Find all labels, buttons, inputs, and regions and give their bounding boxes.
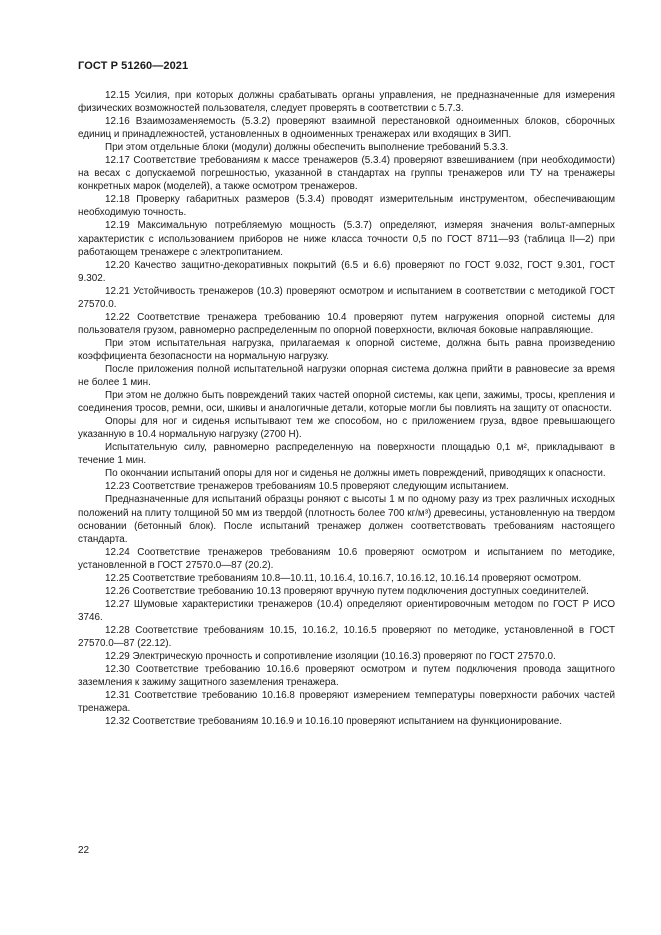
paragraph: 12.30 Соответствие требованию 10.16.6 проверяют осмотром и путем подключения провода защитного заземления к зажиму защитного заземления тренажера. — [78, 664, 615, 689]
paragraph: 12.18 Проверку габаритных размеров (5.3.4) проводят измерительным инструментом, обеспечивающим необходимую точность. — [78, 194, 615, 219]
paragraph: 12.32 Соответствие требованиям 10.16.9 и 10.16.10 проверяют испытанием на функционирование. — [105, 716, 563, 728]
paragraph: 12.28 Соответствие требованиям 10.15, 10.16.2, 10.16.5 проверяют по методике, установленной в ГОСТ 27570.0—87 (22.12). — [78, 624, 615, 649]
paragraph: 12.21 Устойчивость тренажеров (10.3) проверяют осмотром и испытанием в соответствии с методикой ГОСТ 27570.0. — [78, 285, 615, 310]
paragraph: По окончании испытаний опоры для ног и сиденья не должны иметь повреждений, приводящих к опасности. — [105, 468, 606, 480]
page-number: 22 — [78, 845, 90, 856]
paragraph: 12.22 Соответствие тренажера требованию 10.4 проверяют путем нагружения опорной системы для пользователя грузом, равномерно распределенным по опорной поверхности, включая боковые направляющие. — [78, 311, 615, 336]
paragraph: 12.15 Усилия, при которых должны срабатывать органы управления, не предназначенные для измерения физических возможностей пользователя, следует проверять в соответствии с 5.7.3. — [78, 90, 615, 115]
standard-header: ГОСТ Р 51260—2021 — [78, 60, 189, 72]
paragraph: 12.26 Соответствие требованию 10.13 проверяют вручную путем подключения доступных соединителей. — [105, 585, 589, 597]
paragraph: Испытательную силу, равномерно распределенную на поверхности площадью 0,1 м², прикладывают в течение 1 мин. — [78, 442, 615, 467]
paragraph: 12.20 Качество защитно-декоративных покрытий (6.5 и 6.6) проверяют по ГОСТ 9.032, ГОСТ 9.301, ГОСТ 9.302. — [78, 259, 615, 284]
paragraph: После приложения полной испытательной нагрузки опорная система должна прийти в равновесие за время не более 1 мин. — [78, 363, 615, 389]
paragraph: При этом отдельные блоки (модули) должны обеспечить выполнение требований 5.3.3. — [105, 142, 509, 154]
paragraph: 12.25 Соответствие требованиям 10.8—10.11, 10.16.4, 10.16.7, 10.16.12, 10.16.14 проверяют осмотром. — [105, 572, 582, 584]
paragraph: 12.16 Взаимозаменяемость (5.3.2) проверяют взаимной перестановкой одноименных блоков, сборочных единиц и принадлежностей, установленных в одноименных тренажерах или входящих в ЗИП. — [78, 116, 615, 141]
paragraph: При этом не должно быть повреждений таких частей опорной системы, как цепи, зажимы, тросы, крепления и соединения тросов, ремни, оси, шкивы и аналогичные детали, которые могли бы повлиять на защиту от опасности. — [78, 390, 615, 415]
document-body — [78, 89, 615, 728]
paragraph: Предназначенные для испытаний образцы роняют с высоты 1 м по одному разу из трех различных исходных положений на плиту толщиной 50 мм из твердой (плотность более 700 кг/м³) древесины, установленную на твердом основании (бетонный блок). После испытаний тренажер должен соответствовать требованиям настоящего стандарта. — [78, 494, 615, 545]
paragraph: 12.24 Соответствие тренажеров требованиям 10.6 проверяют осмотром и испытанием по методике, установленной в ГОСТ 27570.0—87 (20.2). — [78, 546, 615, 571]
paragraph: Опоры для ног и сиденья испытывают тем же способом, но с приложением груза, вдвое превышающего указанную в 10.4 нормальную нагрузку (2700 Н). — [78, 416, 615, 441]
paragraph: 12.19 Максимальную потребляемую мощность (5.3.7) определяют, измеряя значения вольт-амперных характеристик с использованием приборов не ниже класса точности 0,5 по ГОСТ 8711—93 (таблица II—2) при работающем тренажере с электропитанием. — [78, 220, 615, 258]
paragraph: 12.31 Соответствие требованию 10.16.8 проверяют измерением температуры поверхности рабочих частей тренажера. — [78, 690, 615, 715]
paragraph: 12.27 Шумовые характеристики тренажеров (10.4) определяют ориентировочным методом по ГОСТ Р ИСО 3746. — [78, 598, 615, 623]
paragraph: 12.23 Соответствие тренажеров требованиям 10.5 проверяют следующим испытанием. — [105, 481, 509, 493]
paragraph: 12.17 Соответствие требованиям к массе тренажеров (5.3.4) проверяют взвешиванием (при необходимости) на весах с допускаемой погрешностью, указанной в стандартах на группы тренажеров или ТУ на тренажеры конкретных марок (моделей), а также осмотром тренажеров. — [78, 155, 615, 193]
paragraph: При этом испытательная нагрузка, прилагаемая к опорной системе, должна быть равна произведению коэффициента безопасности на нормальную нагрузку. — [78, 337, 615, 362]
paragraph: 12.29 Электрическую прочность и сопротивление изоляции (10.16.3) проверяют по ГОСТ 27570.0. — [105, 651, 556, 663]
